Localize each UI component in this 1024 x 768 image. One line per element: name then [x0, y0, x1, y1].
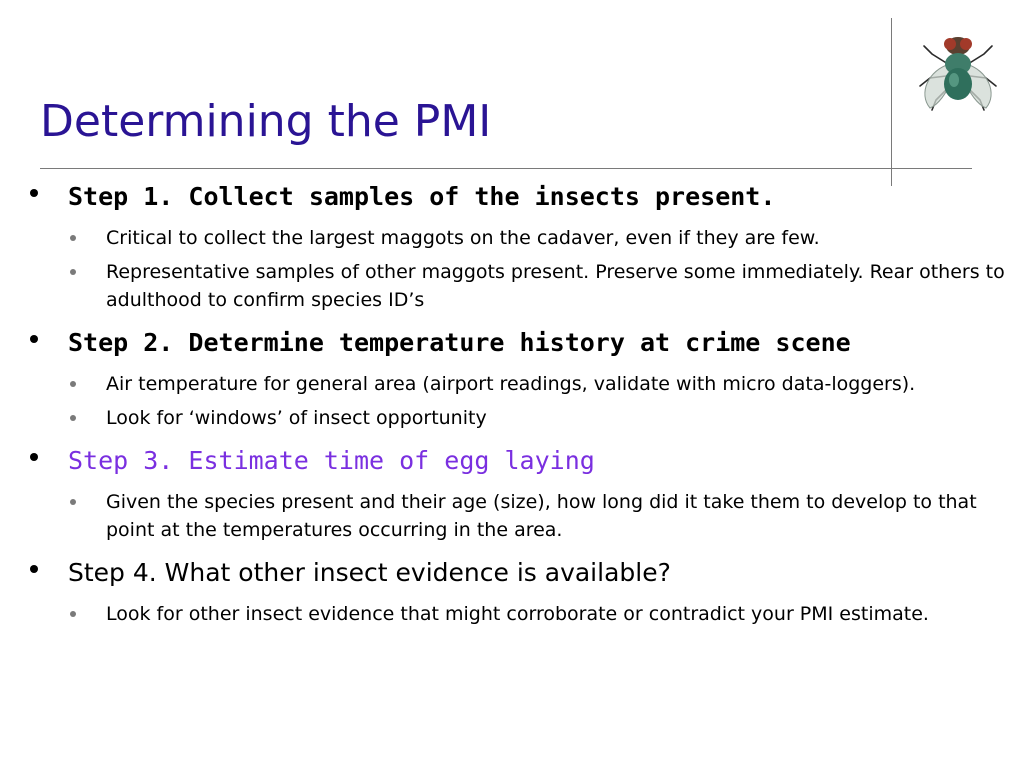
step-2	[28, 322, 1018, 364]
sub-bullet-icon	[70, 499, 76, 505]
step-4	[28, 552, 1018, 594]
step-2-sub-2	[28, 404, 1018, 432]
sub-point-text: Look for ‘windows’ of insect opportunity	[106, 407, 487, 429]
fly-icon	[910, 24, 1006, 116]
step-3-label: Step 3. Estimate time of egg laying	[68, 446, 595, 475]
sub-point-text: Air temperature for general area (airport readings, validate with micro data-loggers).	[106, 373, 916, 395]
bullet-icon	[30, 189, 38, 197]
sub-bullet-icon	[70, 415, 76, 421]
sub-bullet-icon	[70, 235, 76, 241]
step-3	[28, 440, 1018, 482]
step-2-sub-1	[28, 370, 1018, 398]
sub-bullet-icon	[70, 611, 76, 617]
step-1-sub-1	[28, 224, 1018, 252]
sub-point-text: Given the species present and their age (size), how long did it take them to develop to that point at the temperatures occurring in the area.	[106, 491, 977, 541]
horizontal-rule	[40, 168, 972, 169]
sub-bullet-icon	[70, 381, 76, 387]
step-1-sub-2	[28, 258, 1018, 314]
page-title: Determining the PMI	[40, 96, 492, 147]
step-4-label: Step 4. What other insect evidence is available?	[68, 558, 671, 587]
sub-bullet-icon	[70, 269, 76, 275]
step-1-label: Step 1. Collect samples of the insects present.	[68, 182, 776, 211]
sub-point-text: Representative samples of other maggots present. Preserve some immediately. Rear others to adulthood to confirm species ID’s	[106, 261, 1005, 311]
sub-point-text: Look for other insect evidence that might corroborate or contradict your PMI estimate.	[106, 603, 929, 625]
bullet-icon	[30, 565, 38, 573]
step-2-label: Step 2. Determine temperature history at crime scene	[68, 328, 851, 357]
step-3-sub-1	[28, 488, 1018, 544]
slide-body	[28, 176, 1018, 628]
sub-point-text: Critical to collect the largest maggots on the cadaver, even if they are few.	[106, 227, 820, 249]
bullet-icon	[30, 335, 38, 343]
step-1	[28, 176, 1018, 218]
bullet-icon	[30, 453, 38, 461]
step-4-sub-1	[28, 600, 1018, 628]
vertical-rule	[891, 18, 892, 186]
